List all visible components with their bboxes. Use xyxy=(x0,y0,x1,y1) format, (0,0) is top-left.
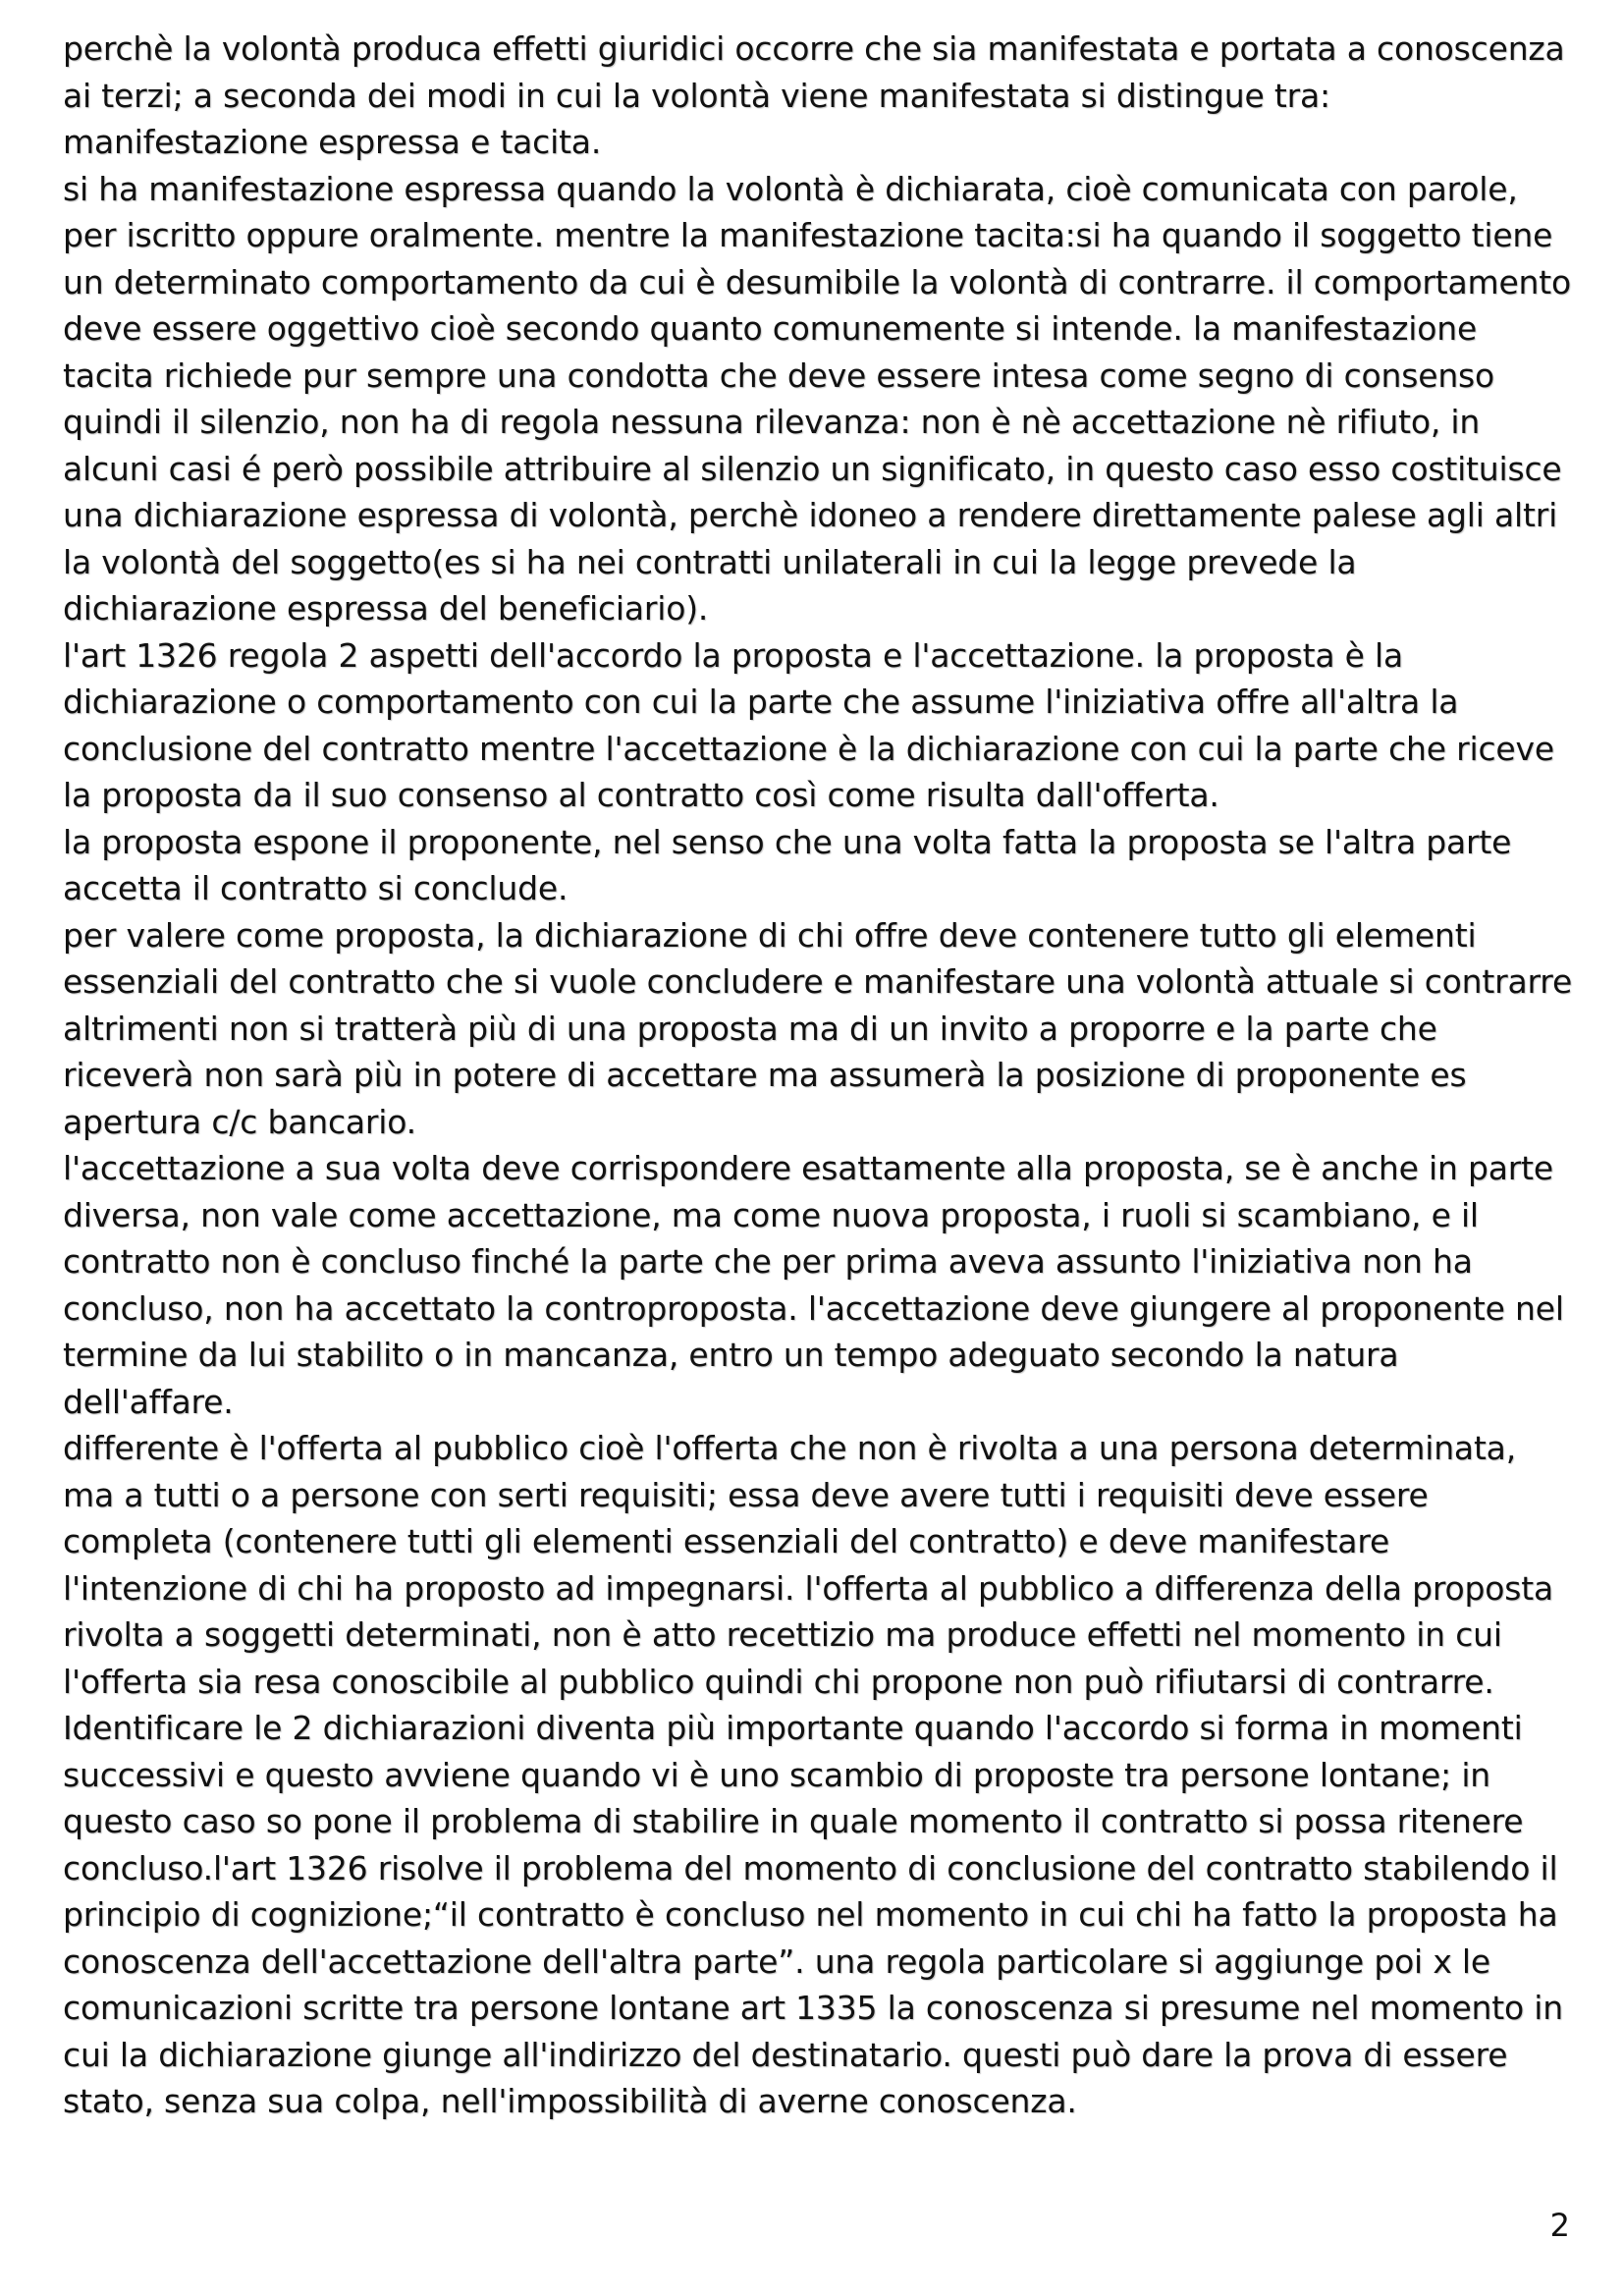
paragraph-manifestazione-espressa-tacita: si ha manifestazione espressa quando la volontà è dichiarata, cioè comunicata con parole, per iscritto oppure oralmente. mentre la manifestazione tacita:si ha quando il soggetto tiene un determinato comportamento da cui è desumibile la volontà di contrarre. il comportamento deve essere oggettivo cioè secondo quanto comunemente si intende. la manifestazione tacita richiede pur sempre una condotta che deve essere intesa come segno di consenso quindi il silenzio, non ha di regola nessuna rilevanza: non è nè accettazione nè rifiuto, in alcuni casi é però possibile attribuire al silenzio un significato, in questo caso esso costituisce una dichiarazione espressa di volontà, perchè idoneo a rendere direttamente palese agli altri la volontà del soggetto(es si ha nei contratti unilaterali in cui la legge prevede la dichiarazione espressa del beneficiario). xyxy=(63,169,1571,628)
paragraph-proposta-espone-proponente: la proposta espone il proponente, nel senso che una volta fatta la proposta se l'altra parte accetta il contratto si conclude. xyxy=(63,822,1512,907)
paragraph-accettazione: l'accettazione a sua volta deve corrispondere esattamente alla proposta, se è anche in parte diversa, non vale come accettazione, ma come nuova proposta, i ruoli si scambiano, e il contratto non è concluso finché la parte che per prima aveva assunto l'iniziativa non ha concluso, non ha accettato la controproposta. l'accettazione deve giungere al proponente nel termine da lui stabilito o in mancanza, entro un tempo adeguato secondo la natura dell'affare. xyxy=(63,1149,1564,1421)
paragraph-art-1326-proposta-accettazione: l'art 1326 regola 2 aspetti dell'accordo la proposta e l'accettazione. la proposta è la dichiarazione o comportamento con cui la parte che assume l'iniziativa offre all'altra la conclusione del contratto mentre l'accettazione è la dichiarazione con cui la parte che riceve la proposta da il suo consenso al contratto così come risulta dall'offerta. xyxy=(63,635,1554,814)
paragraph-principio-di-cognizione: Identificare le 2 dichiarazioni diventa più importante quando l'accordo si forma in momenti successivi e questo avviene quando vi è uno scambio di proposte tra persone lontane; in questo caso so pone il problema di stabilire in quale momento il contratto si possa ritenere concluso.l'art 1326 risolve il problema del momento di conclusione del contratto stabilendo il principio di cognizione;“il contratto è concluso nel momento in cui chi ha fatto la proposta ha conoscenza dell'accettazione dell'altra parte”. una regola particolare si aggiunge poi x le comunicazioni scritte tra persone lontane art 1335 la conoscenza si presume nel momento in cui la dichiarazione giunge all'indirizzo del destinatario. questi può dare la prova di essere stato, senza sua colpa, nell'impossibilità di averne conoscenza. xyxy=(63,1709,1563,2120)
paragraph-manifestazione-volonta: perchè la volontà produca effetti giuridici occorre che sia manifestata e portata a conoscenza ai terzi; a seconda dei modi in cui la volontà viene manifestata si distingue tra: manifestazione espressa e tacita. xyxy=(63,29,1565,161)
document-body xyxy=(63,26,1575,2125)
page-number: 2 xyxy=(1549,2207,1570,2244)
paragraph-valere-come-proposta: per valere come proposta, la dichiarazione di chi offre deve contenere tutto gli elementi essenziali del contratto che si vuole concludere e manifestare una volontà attuale si contrarre altrimenti non si tratterà più di una proposta ma di un invito a proporre e la parte che riceverà non sarà più in potere di accettare ma assumerà la posizione di proponente es apertura c/c bancario. xyxy=(63,915,1573,1141)
paragraph-offerta-al-pubblico: differente è l'offerta al pubblico cioè l'offerta che non è rivolta a una persona determinata, ma a tutti o a persone con serti requisiti; essa deve avere tutti i requisiti deve essere completa (contenere tutti gli elementi essenziali del contratto) e deve manifestare l'intenzione di chi ha proposto ad impegnarsi. l'offerta al pubblico a differenza della proposta rivolta a soggetti determinati, non è atto recettizio ma produce effetti nel momento in cui l'offerta sia resa conoscibile al pubblico quindi chi propone non può rifiutarsi di contrarre. xyxy=(63,1429,1553,1701)
